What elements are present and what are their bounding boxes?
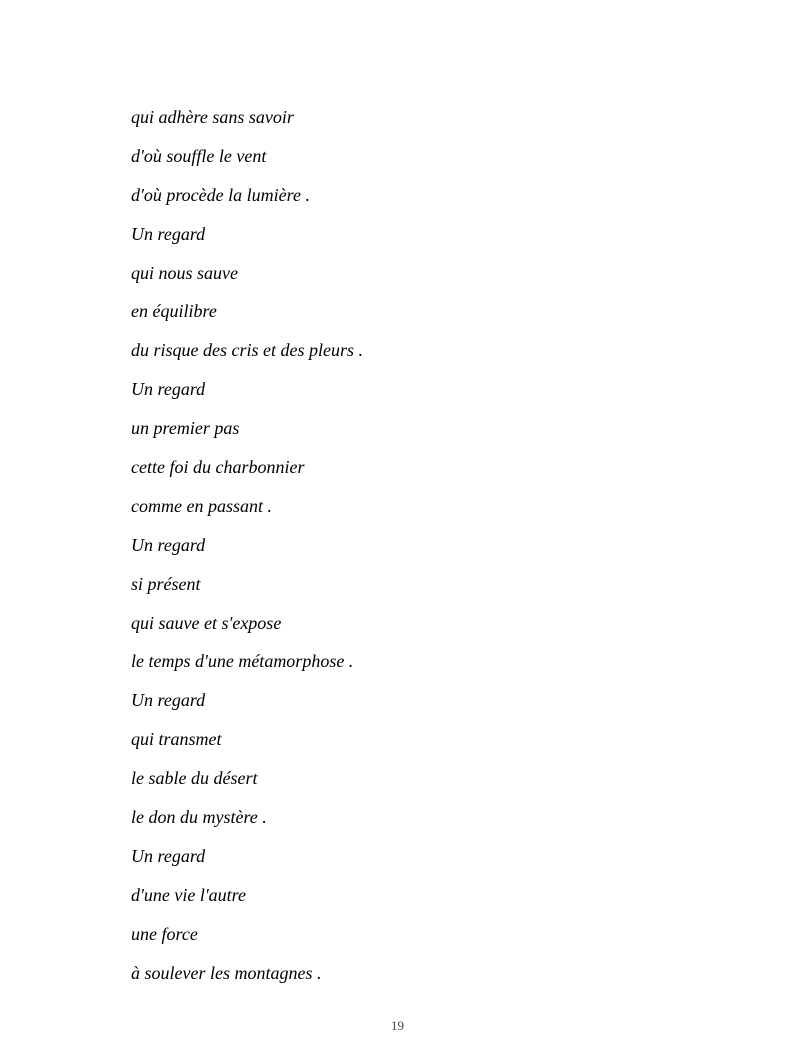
poem-text	[131, 98, 363, 992]
poem-line: à soulever les montagnes .	[131, 962, 322, 983]
poem-line: qui nous sauve	[131, 262, 238, 283]
poem-line: d'où souffle le vent	[131, 145, 267, 166]
page-number: 19	[391, 1018, 404, 1033]
poem-line: Un regard	[131, 690, 206, 711]
poem-line: une force	[131, 923, 198, 944]
poem-line: qui transmet	[131, 729, 222, 750]
poem-line: qui sauve et s'expose	[131, 612, 282, 633]
poem-line: d'une vie l'autre	[131, 884, 246, 905]
poem-line: Un regard	[131, 845, 206, 866]
poem-line: d'où procède la lumière .	[131, 184, 310, 205]
poem-line: comme en passant .	[131, 495, 272, 516]
poem-line: le sable du désert	[131, 768, 258, 789]
poem-line: Un regard	[131, 379, 206, 400]
poem-line: Un regard	[131, 223, 206, 244]
poem-line: qui adhère sans savoir	[131, 107, 294, 127]
poem-line: du risque des cris et des pleurs .	[131, 340, 363, 361]
poem-line: si présent	[131, 573, 201, 594]
poem-line: Un regard	[131, 534, 206, 555]
poem-line: cette foi du charbonnier	[131, 457, 305, 478]
poem-line: un premier pas	[131, 418, 240, 439]
poem-line: le don du mystère .	[131, 807, 267, 828]
poem-line: en équilibre	[131, 301, 217, 322]
poem-line: le temps d'une métamorphose .	[131, 651, 354, 672]
